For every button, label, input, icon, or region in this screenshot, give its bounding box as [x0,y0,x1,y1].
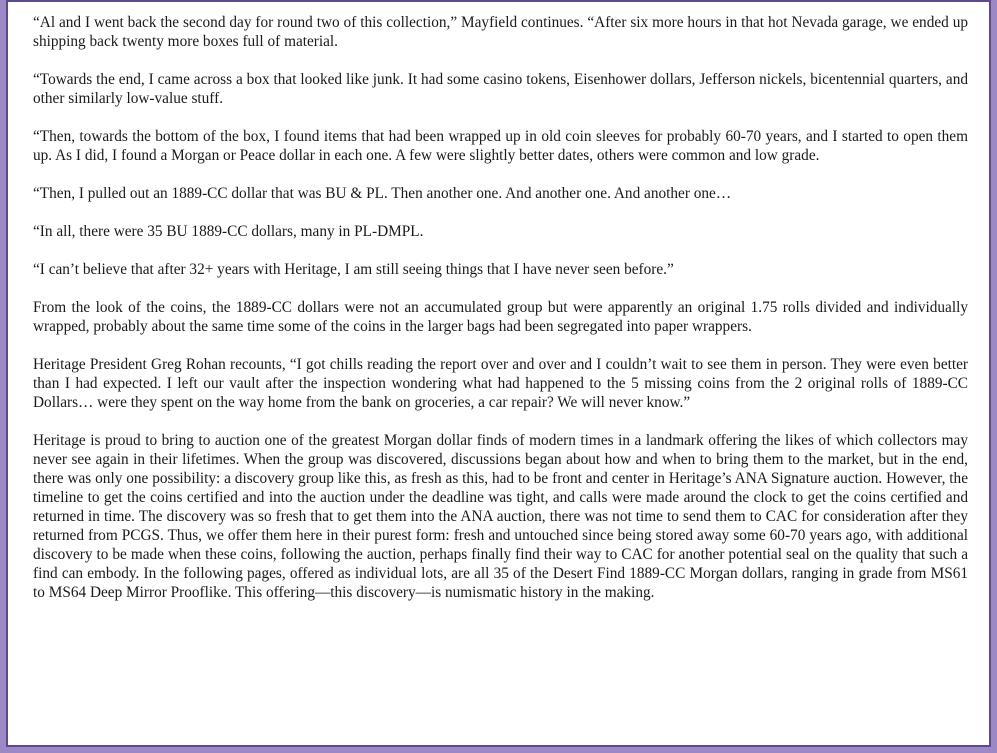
article-body [33,13,968,621]
paragraph-6: “I can’t believe that after 32+ years with Heritage, I am still seeing things that I have never seen before.” [33,261,674,278]
paragraph-9: Heritage is proud to bring to auction one of the greatest Morgan dollar finds of modern times in a landmark offering the likes of which collectors may never see again in their lifetimes. When the group was discovered, discussions began about how and when to bring them to the market, but in the end, there was only one possibility: a discovery group like this, as fresh as this, had to be front and center in Heritage’s ANA Signature auction. However, the timeline to get the coins certified and into the auction under the deadline was tight, and calls were made around the clock to get the coins certified and returned in time. The discovery was so fresh that to get them into the ANA auction, there was not time to send them to CAC for consideration after they returned from PCGS. Thus, we offer them here in their purest form: fresh and untouched since being stored away some 60-70 years ago, with additional discovery to be made when these coins, following the auction, perhaps finally find their way to CAC for another potential seal on the quality that such a find can embody. In the following pages, offered as individual lots, are all 35 of the Desert Find 1889-CC Morgan dollars, ranging in grade from MS61 to MS64 Deep Mirror Prooflike. This offering—this discovery—is numismatic history in the making. [33,432,968,601]
paragraph-5: “In all, there were 35 BU 1889-CC dollars, many in PL-DMPL. [33,223,424,240]
paragraph-7: From the look of the coins, the 1889-CC dollars were not an accumulated group but were apparently an original 1.75 rolls divided and individually wrapped, probably about the same time some of the coins in the larger bags had been segregated into paper wrappers. [33,299,968,335]
paragraph-1: “Al and I went back the second day for round two of this collection,” Mayfield continues. “After six more hours in that hot Nevada garage, we ended up shipping back twenty more boxes full of material. [33,14,968,50]
paragraph-2: “Towards the end, I came across a box that looked like junk. It had some casino tokens, Eisenhower dollars, Jefferson nickels, bicentennial quarters, and other similarly low-value stuff. [33,71,968,107]
paragraph-8: Heritage President Greg Rohan recounts, “I got chills reading the report over and over and I couldn’t wait to see them in person. They were even better than I had expected. I left our vault after the inspection wondering what had happened to the 5 missing coins from the 2 original rolls of 1889-CC Dollars… were they spent on the way home from the bank on groceries, a car repair? We will never know.” [33,356,968,411]
paragraph-4: “Then, I pulled out an 1889-CC dollar that was BU & PL. Then another one. And another one. And another one… [33,185,732,202]
paragraph-3: “Then, towards the bottom of the box, I found items that had been wrapped up in old coin sleeves for probably 60-70 years, and I started to open them up. As I did, I found a Morgan or Peace dollar in each one. A few were slightly better dates, others were common and low grade. [33,128,968,164]
